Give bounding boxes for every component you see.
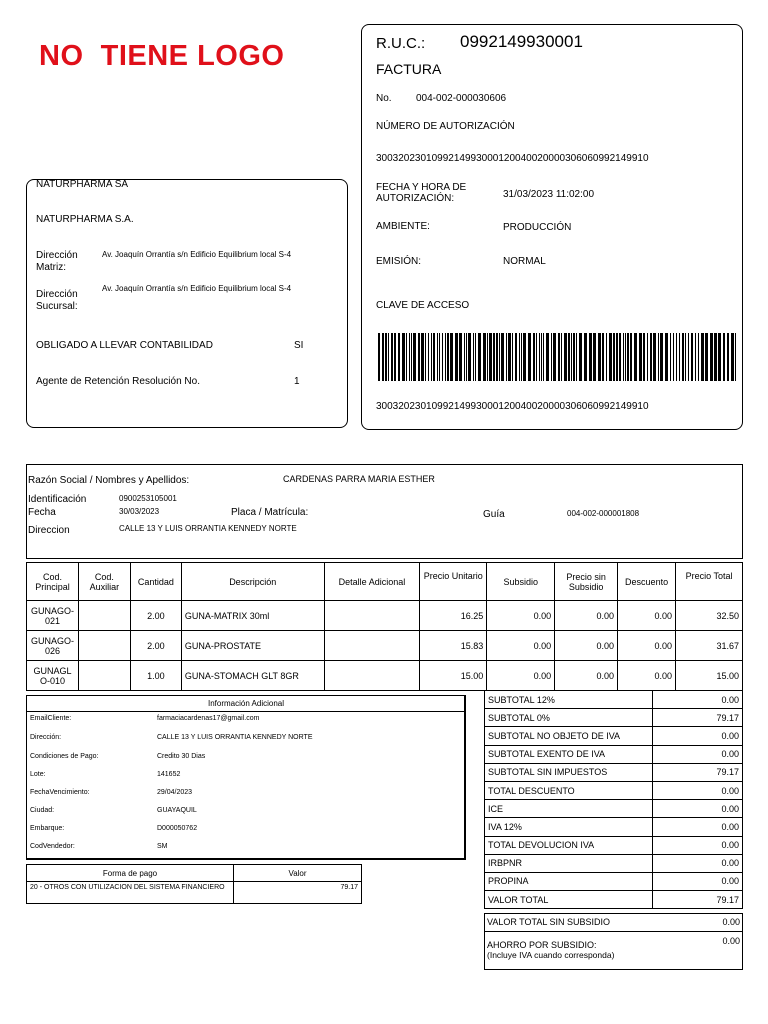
barcode-bar: [714, 333, 717, 381]
col-header-detail: Detalle Adicional: [324, 563, 420, 601]
barcode-bar: [647, 333, 648, 381]
barcode-bar: [385, 333, 387, 381]
totals-value: 0.00: [653, 854, 743, 872]
totals-label: SUBTOTAL SIN IMPUESTOS: [485, 763, 653, 781]
barcode-bar: [573, 333, 575, 381]
totals-value: 79.17: [653, 709, 743, 727]
totals-label: SUBTOTAL 12%: [485, 691, 653, 709]
additional-info-title: Información Adicional: [207, 699, 285, 708]
barcode-bar: [623, 333, 624, 381]
barcode-bar: [673, 333, 674, 381]
barcode-bar: [464, 333, 465, 381]
buyer-id: 0900253105001: [119, 494, 177, 503]
barcode-bar: [493, 333, 495, 381]
info-value-expiry: 29/04/2023: [157, 789, 193, 796]
barcode-bar: [406, 333, 407, 381]
barcode-bar: [466, 333, 467, 381]
table-row: [27, 601, 743, 631]
invoice-no-label: No.: [376, 93, 392, 104]
barcode-bar: [501, 333, 504, 381]
guide-label: Guía: [483, 509, 505, 520]
barcode-bar: [695, 333, 696, 381]
info-label-expiry: FechaVencimiento:: [30, 789, 90, 796]
totals-value: 0.00: [653, 872, 743, 890]
cell-discount: 0.00: [618, 661, 676, 691]
info-label-lot: Lote:: [30, 771, 46, 778]
auth-date-label-line2: AUTORIZACIÓN:: [376, 193, 455, 204]
cell-aux: [78, 631, 130, 661]
barcode-bar: [496, 333, 498, 381]
barcode-bar: [515, 333, 517, 381]
barcode-bar: [589, 333, 592, 381]
barcode-bar: [382, 333, 384, 381]
barcode-bar: [676, 333, 677, 381]
cell-detail: [324, 661, 420, 691]
cell-no-subsidy: 0.00: [555, 661, 618, 691]
env-label: AMBIENTE:: [376, 221, 430, 232]
auth-date-label: [376, 182, 466, 204]
barcode-bar: [437, 333, 438, 381]
barcode-bar: [643, 333, 645, 381]
barcode-bar: [528, 333, 531, 381]
access-key-barcode: [378, 333, 736, 381]
cell-discount: 0.00: [618, 601, 676, 631]
totals-row: [485, 891, 743, 909]
barcode-bar: [735, 333, 736, 381]
barcode-bar: [625, 333, 626, 381]
info-value-email: farmaciacardenas17@gmail.com: [157, 715, 260, 722]
cell-desc: GUNA-PROSTATE: [181, 631, 324, 661]
barcode-bar: [660, 333, 663, 381]
cell-no-subsidy: 0.00: [555, 601, 618, 631]
barcode-bar: [468, 333, 471, 381]
plate-label: Placa / Matrícula:: [231, 507, 309, 518]
barcode-bar: [473, 333, 474, 381]
col-header-qty: Cantidad: [130, 563, 181, 601]
barcode-bar: [705, 333, 708, 381]
auth-label: NÚMERO DE AUTORIZACIÓN: [376, 121, 515, 132]
barcode-bar: [639, 333, 642, 381]
barcode-bar: [421, 333, 424, 381]
col-header-aux: Cod. Auxiliar: [78, 563, 130, 601]
subsidy-saving-label: AHORRO POR SUBSIDIO:: [487, 940, 597, 950]
barcode-bar: [475, 333, 476, 381]
barcode-bar: [439, 333, 440, 381]
access-key-number: 3003202301099214993000120040020000306060992149910: [376, 401, 649, 412]
barcode-bar: [553, 333, 556, 381]
cell-code: GUNAGLO-010: [27, 661, 79, 691]
barcode-bar: [413, 333, 416, 381]
cell-no-subsidy: 0.00: [555, 631, 618, 661]
doc-type: FACTURA: [376, 61, 442, 77]
retention-label: Agente de Retención Resolución No.: [36, 376, 200, 387]
env-value: PRODUCCIÓN: [503, 222, 572, 233]
barcode-bar: [409, 333, 410, 381]
barcode-bar: [394, 333, 396, 381]
barcode-bar: [701, 333, 704, 381]
totals-label: IVA 12%: [485, 818, 653, 836]
barcode-bar: [402, 333, 405, 381]
barcode-bar: [521, 333, 522, 381]
barcode-bar: [445, 333, 446, 381]
barcode-bar: [723, 333, 725, 381]
cell-unit: 15.00: [420, 661, 487, 691]
barcode-bar: [627, 333, 629, 381]
totals-row: [485, 872, 743, 890]
barcode-bar: [388, 333, 389, 381]
issuer-name: NATURPHARMA SA: [36, 179, 129, 190]
barcode-bar: [593, 333, 596, 381]
emission-value: NORMAL: [503, 256, 546, 267]
barcode-bar: [455, 333, 458, 381]
barcode-bar: [606, 333, 607, 381]
branch-label-line1: Dirección: [36, 289, 78, 300]
totals-value: 79.17: [653, 891, 743, 909]
totals-label: IRBPNR: [485, 854, 653, 872]
barcode-bar: [536, 333, 537, 381]
buyer-date: 30/03/2023: [119, 507, 160, 516]
totals-value: 0.00: [653, 727, 743, 745]
barcode-bar: [650, 333, 652, 381]
cell-discount: 0.00: [618, 631, 676, 661]
barcode-bar: [431, 333, 432, 381]
barcode-bar: [691, 333, 693, 381]
matrix-label-line1: Dirección: [36, 250, 78, 261]
cell-qty: 2.00: [130, 631, 181, 661]
invoice-number: 004-002-000030606: [416, 93, 507, 104]
payment-value-header: Valor: [234, 865, 362, 882]
emission-label: EMISIÓN:: [376, 256, 422, 267]
auth-date-label-line1: FECHA Y HORA DE: [376, 182, 467, 193]
barcode-bar: [506, 333, 507, 381]
barcode-bar: [398, 333, 400, 381]
totals-label: PROPINA: [485, 872, 653, 890]
col-header-no-subsidy: Precio sin Subsidio: [555, 563, 618, 601]
totals-row: [485, 727, 743, 745]
info-value-lot: 141652: [157, 771, 181, 778]
cell-total: 15.00: [676, 661, 743, 691]
barcode-bar: [670, 333, 671, 381]
totals-value: 0.00: [653, 781, 743, 799]
col-header-discount: Descuento: [618, 563, 676, 601]
totals-row: [485, 818, 743, 836]
barcode-bar: [543, 333, 544, 381]
totals-value: 0.00: [653, 818, 743, 836]
barcode-bar: [609, 333, 612, 381]
info-label-address: Dirección:: [30, 734, 62, 741]
barcode-bar: [519, 333, 520, 381]
info-label-shipment: Embarque:: [30, 825, 65, 832]
info-label-city: Ciudad:: [30, 807, 55, 814]
col-header-total: Precio Total: [676, 563, 743, 601]
barcode-bar: [459, 333, 462, 381]
items-header-row: [27, 563, 743, 601]
payment-row: [27, 882, 362, 904]
barcode-bar: [653, 333, 656, 381]
totals-row: [485, 800, 743, 818]
subsidy-saving-note: (Incluye IVA cuando corresponda): [487, 950, 615, 960]
auth-date: 31/03/2023 11:02:00: [503, 189, 595, 200]
barcode-bar: [483, 333, 486, 381]
barcode-bar: [489, 333, 492, 381]
barcode-bar: [558, 333, 560, 381]
barcode-bar: [551, 333, 552, 381]
buyer-id-label: Identificación: [28, 494, 87, 505]
cell-qty: 1.00: [130, 661, 181, 691]
cell-total: 32.50: [676, 601, 743, 631]
cell-desc: GUNA-MATRIX 30ml: [181, 601, 324, 631]
barcode-bar: [613, 333, 615, 381]
barcode-bar: [512, 333, 513, 381]
branch-address: Av. Joaquín Orrantía s/n Edificio Equilibrium local S-4: [102, 284, 292, 293]
col-header-unit: Precio Unitario: [420, 563, 487, 601]
barcode-bar: [718, 333, 721, 381]
matrix-label-line2: Matriz:: [36, 262, 66, 273]
barcode-bar: [541, 333, 542, 381]
cell-code: GUNAGO-026: [27, 631, 79, 661]
matrix-address-label: [36, 250, 78, 274]
items-table: [26, 562, 743, 691]
branch-address-label: [36, 289, 78, 313]
barcode-bar: [679, 333, 680, 381]
barcode-bar: [564, 333, 567, 381]
totals-row: [485, 745, 743, 763]
barcode-bar: [602, 333, 604, 381]
cell-total: 31.67: [676, 631, 743, 661]
cell-unit: 15.83: [420, 631, 487, 661]
totals-label: VALOR TOTAL: [485, 891, 653, 909]
barcode-bar: [634, 333, 637, 381]
totals-row: [485, 691, 743, 709]
barcode-bar: [411, 333, 412, 381]
ruc-number: 0992149930001: [460, 32, 583, 51]
barcode-bar: [619, 333, 621, 381]
totals-value: 0.00: [653, 800, 743, 818]
totals-value: 0.00: [653, 836, 743, 854]
barcode-bar: [539, 333, 540, 381]
barcode-bar: [658, 333, 659, 381]
additional-info-header-line: [26, 711, 466, 712]
barcode-bar: [665, 333, 668, 381]
cell-qty: 2.00: [130, 601, 181, 631]
barcode-bar: [727, 333, 729, 381]
buyer-date-label: Fecha: [28, 507, 56, 518]
barcode-bar: [584, 333, 587, 381]
buyer-address: CALLE 13 Y LUIS ORRANTIA KENNEDY NORTE: [119, 524, 297, 533]
totals-table: [484, 690, 743, 909]
barcode-bar: [508, 333, 511, 381]
payment-table: [26, 864, 362, 904]
barcode-bar: [571, 333, 572, 381]
barcode-bar: [447, 333, 449, 381]
buyer-name: CARDENAS PARRA MARIA ESTHER: [283, 474, 435, 484]
barcode-bar: [685, 333, 686, 381]
totals-label: SUBTOTAL NO OBJETO DE IVA: [485, 727, 653, 745]
payment-header-row: [27, 865, 362, 882]
cell-subsidy: 0.00: [487, 661, 555, 691]
barcode-bar: [598, 333, 601, 381]
matrix-address: Av. Joaquín Orrantía s/n Edificio Equilibrium local S-4: [102, 250, 292, 259]
barcode-bar: [533, 333, 535, 381]
barcode-bar: [442, 333, 443, 381]
info-value-seller: SM: [157, 843, 168, 850]
totals-label: TOTAL DEVOLUCION IVA: [485, 836, 653, 854]
cell-aux: [78, 661, 130, 691]
subsidy-divider: [484, 931, 743, 932]
barcode-bar: [576, 333, 577, 381]
barcode-bar: [579, 333, 582, 381]
totals-label: SUBTOTAL 0%: [485, 709, 653, 727]
table-row: [27, 661, 743, 691]
info-label-seller: CodVendedor:: [30, 843, 75, 850]
totals-row: [485, 781, 743, 799]
branch-label-line2: Sucursal:: [36, 301, 78, 312]
access-key-label: CLAVE DE ACCESO: [376, 300, 470, 311]
logo-placeholder: NO TIENE LOGO: [39, 40, 285, 72]
barcode-bar: [688, 333, 689, 381]
barcode-bar: [523, 333, 526, 381]
totals-value: 0.00: [653, 691, 743, 709]
cell-desc: GUNA-STOMACH GLT 8GR: [181, 661, 324, 691]
issuer-legal-name: NATURPHARMA S.A.: [36, 214, 134, 225]
accounting-value: SI: [294, 340, 304, 351]
barcode-bar: [450, 333, 453, 381]
totals-label: ICE: [485, 800, 653, 818]
barcode-bar: [433, 333, 435, 381]
barcode-bar: [378, 333, 380, 381]
info-value-city: GUAYAQUIL: [157, 807, 197, 814]
totals-row: [485, 836, 743, 854]
totals-value: 79.17: [653, 763, 743, 781]
info-value-address: CALLE 13 Y LUIS ORRANTIA KENNEDY NORTE: [157, 734, 313, 741]
totals-row: [485, 763, 743, 781]
barcode-bar: [487, 333, 488, 381]
totals-value: 0.00: [653, 745, 743, 763]
buyer-address-label: Direccion: [28, 525, 70, 536]
col-header-desc: Descripción: [181, 563, 324, 601]
subsidy-total-label: VALOR TOTAL SIN SUBSIDIO: [487, 917, 611, 927]
cell-aux: [78, 601, 130, 631]
barcode-bar: [499, 333, 500, 381]
barcode-bar: [425, 333, 426, 381]
subsidy-saving: 0.00: [722, 936, 740, 946]
info-value-shipment: D000050762: [157, 825, 198, 832]
cell-subsidy: 0.00: [487, 601, 555, 631]
retention-value: 1: [294, 376, 300, 387]
barcode-bar: [546, 333, 549, 381]
barcode-bar: [616, 333, 618, 381]
auth-number: 3003202301099214993000120040020000306060992149910: [376, 153, 649, 164]
guide-number: 004-002-000001808: [567, 509, 640, 518]
barcode-bar: [698, 333, 699, 381]
barcode-bar: [630, 333, 632, 381]
totals-row: [485, 854, 743, 872]
buyer-name-label: Razón Social / Nombres y Apellidos:: [28, 475, 190, 486]
cell-detail: [324, 601, 420, 631]
col-header-subsidy: Subsidio: [487, 563, 555, 601]
cell-code: GUNAGO-021: [27, 601, 79, 631]
barcode-bar: [418, 333, 420, 381]
barcode-bar: [682, 333, 684, 381]
payment-method: 20 - OTROS CON UTILIZACION DEL SISTEMA FINANCIERO: [27, 882, 234, 904]
subsidy-total: 0.00: [722, 917, 740, 927]
info-label-payment-terms: Condiciones de Pago:: [30, 753, 99, 760]
totals-row: [485, 709, 743, 727]
cell-detail: [324, 631, 420, 661]
barcode-bar: [478, 333, 481, 381]
barcode-bar: [561, 333, 562, 381]
cell-subsidy: 0.00: [487, 631, 555, 661]
barcode-bar: [428, 333, 429, 381]
cell-unit: 16.25: [420, 601, 487, 631]
totals-label: TOTAL DESCUENTO: [485, 781, 653, 799]
totals-label: SUBTOTAL EXENTO DE IVA: [485, 745, 653, 763]
barcode-bar: [391, 333, 393, 381]
col-header-code: Cod. Principal: [27, 563, 79, 601]
payment-method-header: Forma de pago: [27, 865, 234, 882]
barcode-bar: [568, 333, 570, 381]
barcode-bar: [710, 333, 713, 381]
table-row: [27, 631, 743, 661]
barcode-bar: [731, 333, 734, 381]
payment-value: 79.17: [234, 882, 362, 904]
info-label-email: EmailCliente:: [30, 715, 72, 722]
info-value-payment-terms: Credito 30 Dias: [157, 753, 206, 760]
ruc-label: R.U.C.:: [376, 35, 426, 52]
accounting-label: OBLIGADO A LLEVAR CONTABILIDAD: [36, 340, 213, 351]
